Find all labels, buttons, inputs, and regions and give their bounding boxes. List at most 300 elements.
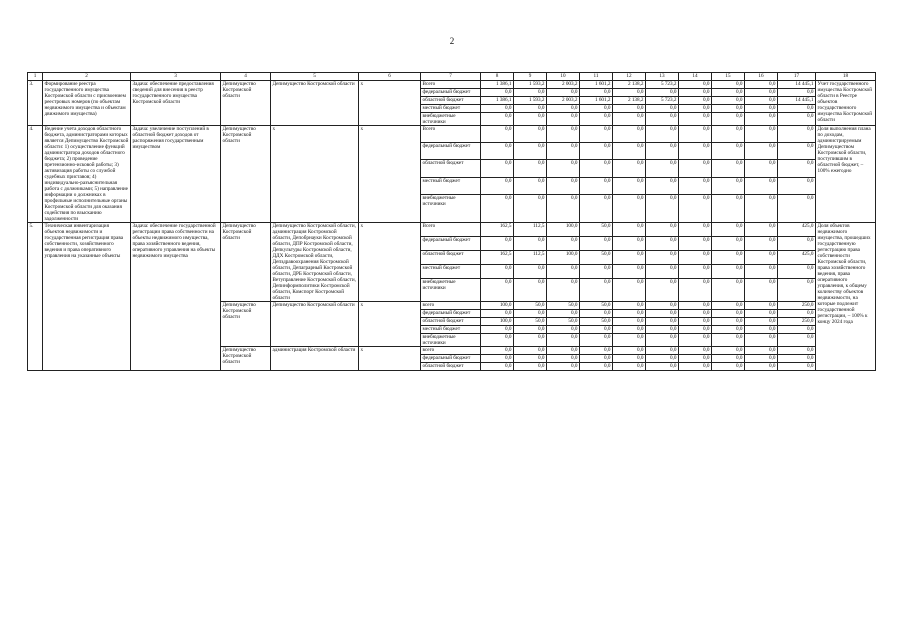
value-cell: 0,0 (679, 113, 712, 126)
value-cell: 0,0 (514, 105, 547, 113)
value-cell: 0,0 (481, 105, 514, 113)
value-cell: 0,0 (646, 334, 679, 347)
value-cell: 0,0 (745, 251, 778, 265)
value-cell: 0,0 (712, 194, 745, 222)
funding-source: местный бюджет (421, 265, 481, 279)
funding-source: всего (421, 302, 481, 310)
value-cell: 0,0 (613, 143, 646, 160)
value-cell: 0,0 (481, 143, 514, 160)
value-cell: 0,0 (613, 105, 646, 113)
value-cell: 0,0 (613, 113, 646, 126)
value-cell: 0,0 (778, 237, 816, 251)
value-cell: 0,0 (745, 177, 778, 194)
value-cell: 100,0 (481, 302, 514, 310)
value-cell: 0,0 (613, 237, 646, 251)
value-cell: 0,0 (547, 279, 580, 302)
value-cell: 250,0 (778, 318, 816, 326)
value-cell: 0,0 (514, 326, 547, 334)
value-cell: 0,0 (745, 105, 778, 113)
funding-source: областной бюджет (421, 363, 481, 371)
value-cell: 0,0 (646, 279, 679, 302)
value-cell: 0,0 (580, 355, 613, 363)
header-cell: 12 (613, 73, 646, 81)
value-cell: 0,0 (745, 310, 778, 318)
value-cell: 0,0 (745, 355, 778, 363)
value-cell: 0,0 (481, 310, 514, 318)
value-cell: 0,0 (745, 237, 778, 251)
value-cell: 0,0 (481, 194, 514, 222)
value-cell: 0,0 (613, 347, 646, 355)
value-cell: 0,0 (679, 326, 712, 334)
value-cell: 0,0 (679, 89, 712, 97)
value-cell: 0,0 (547, 105, 580, 113)
page-number: 2 (449, 36, 455, 46)
header-cell: 8 (481, 73, 514, 81)
value-cell: 0,0 (514, 279, 547, 302)
value-cell: 0,0 (514, 237, 547, 251)
value-cell: 0,0 (679, 310, 712, 318)
value-cell: 1 386,1 (481, 81, 514, 89)
value-cell: 0,0 (679, 237, 712, 251)
value-cell: 50,0 (580, 251, 613, 265)
value-cell: 0,0 (646, 160, 679, 177)
value-cell: 0,0 (679, 143, 712, 160)
value-cell: 14 445,1 (778, 81, 816, 89)
funding-source: федеральный бюджет (421, 355, 481, 363)
value-cell: 0,0 (646, 177, 679, 194)
header-cell: 3 (131, 73, 221, 81)
value-cell: 0,0 (679, 126, 712, 143)
value-cell: 0,0 (514, 143, 547, 160)
table-row (28, 81, 876, 89)
value-cell: 112,5 (514, 223, 547, 237)
funding-source: внебюджетные источники (421, 334, 481, 347)
value-cell: 0,0 (778, 89, 816, 97)
value-cell: 0,0 (481, 265, 514, 279)
value-cell: 0,0 (481, 160, 514, 177)
value-cell: 0,0 (481, 89, 514, 97)
header-cell: 2 (43, 73, 131, 81)
value-cell: 0,0 (712, 237, 745, 251)
value-cell: 0,0 (481, 113, 514, 126)
value-cell: 0,0 (778, 279, 816, 302)
funding-source: Всего (421, 81, 481, 89)
row-number: 3. (28, 81, 43, 126)
funding-source: всего (421, 347, 481, 355)
value-cell: 0,0 (613, 126, 646, 143)
value-cell: 0,0 (778, 105, 816, 113)
value-cell: 0,0 (514, 363, 547, 371)
x-mark: x (359, 347, 421, 371)
funding-source: внебюджетные источники (421, 113, 481, 126)
value-cell: 0,0 (778, 363, 816, 371)
header-cell: 15 (712, 73, 745, 81)
value-cell: 0,0 (679, 363, 712, 371)
value-cell: 0,0 (778, 113, 816, 126)
value-cell: 250,0 (778, 302, 816, 310)
value-cell: 0,0 (547, 177, 580, 194)
value-cell: 0,0 (646, 318, 679, 326)
header-cell: 18 (816, 73, 876, 81)
value-cell: 0,0 (745, 113, 778, 126)
value-cell: 0,0 (613, 177, 646, 194)
value-cell: 0,0 (514, 126, 547, 143)
value-cell: 0,0 (679, 279, 712, 302)
header-cell: 9 (514, 73, 547, 81)
header-cell: 16 (745, 73, 778, 81)
funding-source: местный бюджет (421, 105, 481, 113)
expected-result: Доля объектов недвижимого имущества, прошедших государственную регистрацию права собственности Костромской области, права хозяйственного ведения, права оперативного управления, к общему количеству объектов недвижимости, на которые подлежит государственной регистрации, – 100% к концу 2024 года (816, 223, 876, 371)
value-cell: 0,0 (712, 113, 745, 126)
x-mark: x (359, 223, 421, 302)
value-cell: 0,0 (547, 89, 580, 97)
value-cell: 0,0 (778, 334, 816, 347)
header-cell: 7 (421, 73, 481, 81)
value-cell: 0,0 (580, 363, 613, 371)
header-cell: 14 (679, 73, 712, 81)
value-cell: 0,0 (580, 113, 613, 126)
budget-table (27, 72, 876, 371)
value-cell: 1 601,2 (580, 97, 613, 105)
value-cell: 0,0 (679, 265, 712, 279)
value-cell: 0,0 (514, 160, 547, 177)
value-cell: 0,0 (679, 318, 712, 326)
value-cell: 0,0 (514, 334, 547, 347)
value-cell: 0,0 (481, 334, 514, 347)
funding-source: Всего (421, 223, 481, 237)
value-cell: 0,0 (712, 223, 745, 237)
measure-name: Формирование реестра государственного имущества Костромской области с присвоением реестровых номеров (по объектам недвижимого имущества и объектам движимого имущества) (43, 81, 131, 126)
value-cell: 162,5 (481, 223, 514, 237)
expected-result: Доля выполнения плана по доходам, администрируемым Депимуществом Костромской области, поступившим в областной бюджет, – 100% ежегодно (816, 126, 876, 223)
value-cell: 0,0 (745, 279, 778, 302)
value-cell: 0,0 (646, 194, 679, 222)
value-cell: 0,0 (712, 89, 745, 97)
value-cell: 0,0 (679, 334, 712, 347)
value-cell: 0,0 (712, 347, 745, 355)
co-executor: Депимущество Костромской области (271, 81, 359, 126)
value-cell: 0,0 (514, 89, 547, 97)
value-cell: 1 601,2 (580, 81, 613, 89)
value-cell: 0,0 (712, 318, 745, 326)
task-text: Задача: обеспечение государственной регистрации права собственности на объекты недвижимого имущества, права хозяйственного ведения, оперативного управления на объекты недвижимого имущества (131, 223, 221, 371)
value-cell: 0,0 (778, 194, 816, 222)
co-executor: Депимущество Костромской области, администрация Костромской области, Депобрнауки Костромской области, ДПР Костромской области, Депкультуры Костромской области, ДДХ Костромской области, Депздравоохранения Костромской области, Депаграрный Костромской области, ДРБ Костромской области, Ветуправление Костромской области, Депинформполитики Костромской области, Комспорт Костромской области (271, 223, 359, 302)
value-cell: 0,0 (712, 97, 745, 105)
responsible-executor: Депимущество Костромской области (221, 126, 271, 223)
value-cell: 0,0 (580, 237, 613, 251)
value-cell: 0,0 (547, 113, 580, 126)
value-cell: 0,0 (712, 334, 745, 347)
value-cell: 0,0 (745, 143, 778, 160)
value-cell: 0,0 (712, 355, 745, 363)
table-row (28, 126, 876, 143)
value-cell: 0,0 (547, 237, 580, 251)
value-cell: 0,0 (580, 347, 613, 355)
co-executor: Депимущество Костромской области (271, 302, 359, 347)
value-cell: 0,0 (514, 355, 547, 363)
value-cell: 0,0 (679, 97, 712, 105)
value-cell: 425,0 (778, 251, 816, 265)
co-executor: x (271, 126, 359, 223)
co-executor: администрация Костромской области (271, 347, 359, 371)
value-cell: 1 593,2 (514, 97, 547, 105)
value-cell: 0,0 (712, 126, 745, 143)
value-cell: 0,0 (745, 326, 778, 334)
value-cell: 0,0 (646, 237, 679, 251)
value-cell: 0,0 (679, 302, 712, 310)
value-cell: 0,0 (481, 326, 514, 334)
header-cell: 5 (271, 73, 359, 81)
value-cell: 0,0 (778, 177, 816, 194)
header-cell: 4 (221, 73, 271, 81)
value-cell: 0,0 (745, 302, 778, 310)
value-cell: 0,0 (646, 355, 679, 363)
row-number: 4. (28, 126, 43, 223)
value-cell: 0,0 (514, 113, 547, 126)
value-cell: 0,0 (580, 265, 613, 279)
value-cell: 2 138,2 (613, 97, 646, 105)
value-cell: 0,0 (712, 265, 745, 279)
value-cell: 0,0 (613, 326, 646, 334)
value-cell: 0,0 (679, 160, 712, 177)
value-cell: 0,0 (547, 363, 580, 371)
value-cell: 0,0 (679, 105, 712, 113)
value-cell: 50,0 (547, 318, 580, 326)
header-cell: 11 (580, 73, 613, 81)
value-cell: 0,0 (745, 81, 778, 89)
value-cell: 0,0 (778, 355, 816, 363)
value-cell: 0,0 (580, 334, 613, 347)
value-cell: 0,0 (712, 105, 745, 113)
value-cell: 0,0 (778, 160, 816, 177)
value-cell: 0,0 (646, 326, 679, 334)
header-cell: 17 (778, 73, 816, 81)
header-cell: 13 (646, 73, 679, 81)
value-cell: 0,0 (646, 302, 679, 310)
funding-source: внебюджетные источники (421, 279, 481, 302)
x-mark: x (359, 126, 421, 223)
value-cell: 0,0 (646, 363, 679, 371)
value-cell: 0,0 (580, 194, 613, 222)
x-mark: x (359, 302, 421, 347)
value-cell: 0,0 (712, 279, 745, 302)
value-cell: 425,0 (778, 223, 816, 237)
value-cell: 0,0 (580, 89, 613, 97)
value-cell: 0,0 (613, 302, 646, 310)
funding-source: федеральный бюджет (421, 237, 481, 251)
value-cell: 0,0 (646, 113, 679, 126)
value-cell: 0,0 (547, 355, 580, 363)
header-row (28, 73, 876, 81)
value-cell: 0,0 (580, 177, 613, 194)
value-cell: 0,0 (613, 318, 646, 326)
value-cell: 0,0 (547, 126, 580, 143)
value-cell: 0,0 (580, 279, 613, 302)
value-cell: 0,0 (613, 89, 646, 97)
value-cell: 100,0 (547, 251, 580, 265)
value-cell: 0,0 (679, 177, 712, 194)
value-cell: 0,0 (745, 194, 778, 222)
value-cell: 50,0 (580, 318, 613, 326)
value-cell: 0,0 (580, 143, 613, 160)
value-cell: 2 003,2 (547, 97, 580, 105)
header-cell: 10 (547, 73, 580, 81)
value-cell: 0,0 (547, 310, 580, 318)
value-cell: 50,0 (514, 318, 547, 326)
task-text: Задача: увеличение поступлений в областной бюджет доходов от распоряжения государственным имуществом (131, 126, 221, 223)
value-cell: 2 003,2 (547, 81, 580, 89)
value-cell: 0,0 (745, 97, 778, 105)
funding-source: федеральный бюджет (421, 143, 481, 160)
value-cell: 0,0 (712, 143, 745, 160)
value-cell: 0,0 (481, 355, 514, 363)
value-cell: 0,0 (679, 223, 712, 237)
value-cell: 0,0 (778, 126, 816, 143)
value-cell: 0,0 (745, 265, 778, 279)
funding-source: областной бюджет (421, 160, 481, 177)
responsible-executor: Депимущество Костромской области (221, 81, 271, 126)
value-cell: 0,0 (580, 310, 613, 318)
value-cell: 0,0 (580, 105, 613, 113)
value-cell: 0,0 (547, 143, 580, 160)
value-cell: 14 445,1 (778, 97, 816, 105)
value-cell: 0,0 (613, 363, 646, 371)
expected-result: Учет государственного имущества Костромской области в Реестре объектов государственного имущества Костромской области (816, 81, 876, 126)
value-cell: 0,0 (613, 194, 646, 222)
value-cell: 50,0 (547, 302, 580, 310)
value-cell: 0,0 (745, 160, 778, 177)
responsible-executor: Депимущество Костромской области (221, 223, 271, 302)
value-cell: 0,0 (778, 265, 816, 279)
funding-source: местный бюджет (421, 326, 481, 334)
value-cell: 0,0 (712, 160, 745, 177)
funding-source: внебюджетные источники (421, 194, 481, 222)
value-cell: 0,0 (613, 223, 646, 237)
value-cell: 0,0 (481, 177, 514, 194)
funding-source: областной бюджет (421, 318, 481, 326)
value-cell: 0,0 (514, 194, 547, 222)
value-cell: 0,0 (613, 279, 646, 302)
value-cell: 0,0 (613, 160, 646, 177)
value-cell: 0,0 (679, 81, 712, 89)
value-cell: 0,0 (646, 223, 679, 237)
value-cell: 0,0 (679, 355, 712, 363)
value-cell: 0,0 (745, 126, 778, 143)
value-cell: 0,0 (778, 143, 816, 160)
value-cell: 0,0 (745, 89, 778, 97)
value-cell: 1 593,2 (514, 81, 547, 89)
value-cell: 0,0 (514, 265, 547, 279)
value-cell: 0,0 (547, 347, 580, 355)
x-mark: x (359, 81, 421, 126)
responsible-executor: Депимущество Костромской области (221, 347, 271, 371)
value-cell: 100,0 (547, 223, 580, 237)
value-cell: 0,0 (646, 265, 679, 279)
value-cell: 0,0 (481, 126, 514, 143)
value-cell: 0,0 (646, 105, 679, 113)
value-cell: 0,0 (613, 355, 646, 363)
value-cell: 112,5 (514, 251, 547, 265)
value-cell: 0,0 (613, 265, 646, 279)
value-cell: 0,0 (712, 363, 745, 371)
value-cell: 0,0 (481, 237, 514, 251)
value-cell: 0,0 (712, 326, 745, 334)
value-cell: 0,0 (613, 251, 646, 265)
value-cell: 50,0 (580, 302, 613, 310)
value-cell: 0,0 (481, 279, 514, 302)
value-cell: 0,0 (547, 326, 580, 334)
value-cell: 0,0 (613, 334, 646, 347)
value-cell: 0,0 (712, 81, 745, 89)
funding-source: областной бюджет (421, 97, 481, 105)
value-cell: 0,0 (679, 194, 712, 222)
value-cell: 0,0 (481, 363, 514, 371)
value-cell: 0,0 (778, 347, 816, 355)
value-cell: 0,0 (712, 302, 745, 310)
value-cell: 1 386,1 (481, 97, 514, 105)
funding-source: областной бюджет (421, 251, 481, 265)
value-cell: 0,0 (646, 347, 679, 355)
value-cell: 0,0 (580, 326, 613, 334)
value-cell: 0,0 (712, 251, 745, 265)
header-cell: 6 (359, 73, 421, 81)
value-cell: 162,5 (481, 251, 514, 265)
value-cell: 2 138,2 (613, 81, 646, 89)
value-cell: 0,0 (514, 177, 547, 194)
value-cell: 0,0 (514, 310, 547, 318)
value-cell: 0,0 (547, 334, 580, 347)
funding-source: Всего (421, 126, 481, 143)
table-row (28, 223, 876, 237)
funding-source: федеральный бюджет (421, 310, 481, 318)
value-cell: 5 723,2 (646, 81, 679, 89)
value-cell: 0,0 (580, 160, 613, 177)
value-cell: 100,0 (481, 318, 514, 326)
header-cell: 1 (28, 73, 43, 81)
measure-name: Ведение учета доходов областного бюджета, администраторами которых является Депимущество Костромской области: 1) осуществление функций администратора доходов областного бюджета; 2) проведение претензионно-исковой работы; 3) активизация работы со службой судебных приставов; 4) индивидуально-разъяснительная работа с должниками; 5) направление информации о должниках в профильные исполнительные органы Костромской области для оказания содействия по взысканию задолженности (43, 126, 131, 223)
value-cell: 0,0 (547, 194, 580, 222)
measure-name: Техническая инвентаризация объектов недвижимости и государственная регистрация права собственности, хозяйственного ведения и права оперативного управления на указанные объекты (43, 223, 131, 371)
value-cell: 0,0 (745, 334, 778, 347)
value-cell: 0,0 (580, 126, 613, 143)
funding-source: местный бюджет (421, 177, 481, 194)
value-cell: 0,0 (646, 126, 679, 143)
value-cell: 0,0 (646, 89, 679, 97)
value-cell: 0,0 (745, 363, 778, 371)
value-cell: 50,0 (580, 223, 613, 237)
value-cell: 0,0 (679, 251, 712, 265)
value-cell: 0,0 (481, 347, 514, 355)
value-cell: 0,0 (745, 347, 778, 355)
value-cell: 0,0 (679, 347, 712, 355)
value-cell: 50,0 (514, 302, 547, 310)
task-text: Задача: обеспечение предоставления сведений для внесения в реестр государственного имущества Костромской области (131, 81, 221, 126)
value-cell: 0,0 (514, 347, 547, 355)
value-cell: 0,0 (646, 310, 679, 318)
responsible-executor: Депимущество Костромской области (221, 302, 271, 347)
value-cell: 0,0 (547, 160, 580, 177)
value-cell: 0,0 (712, 177, 745, 194)
value-cell: 0,0 (712, 310, 745, 318)
value-cell: 0,0 (745, 318, 778, 326)
value-cell: 0,0 (547, 265, 580, 279)
value-cell: 0,0 (778, 310, 816, 318)
funding-source: федеральный бюджет (421, 89, 481, 97)
value-cell: 0,0 (745, 223, 778, 237)
value-cell: 0,0 (778, 326, 816, 334)
row-number: 5. (28, 223, 43, 371)
